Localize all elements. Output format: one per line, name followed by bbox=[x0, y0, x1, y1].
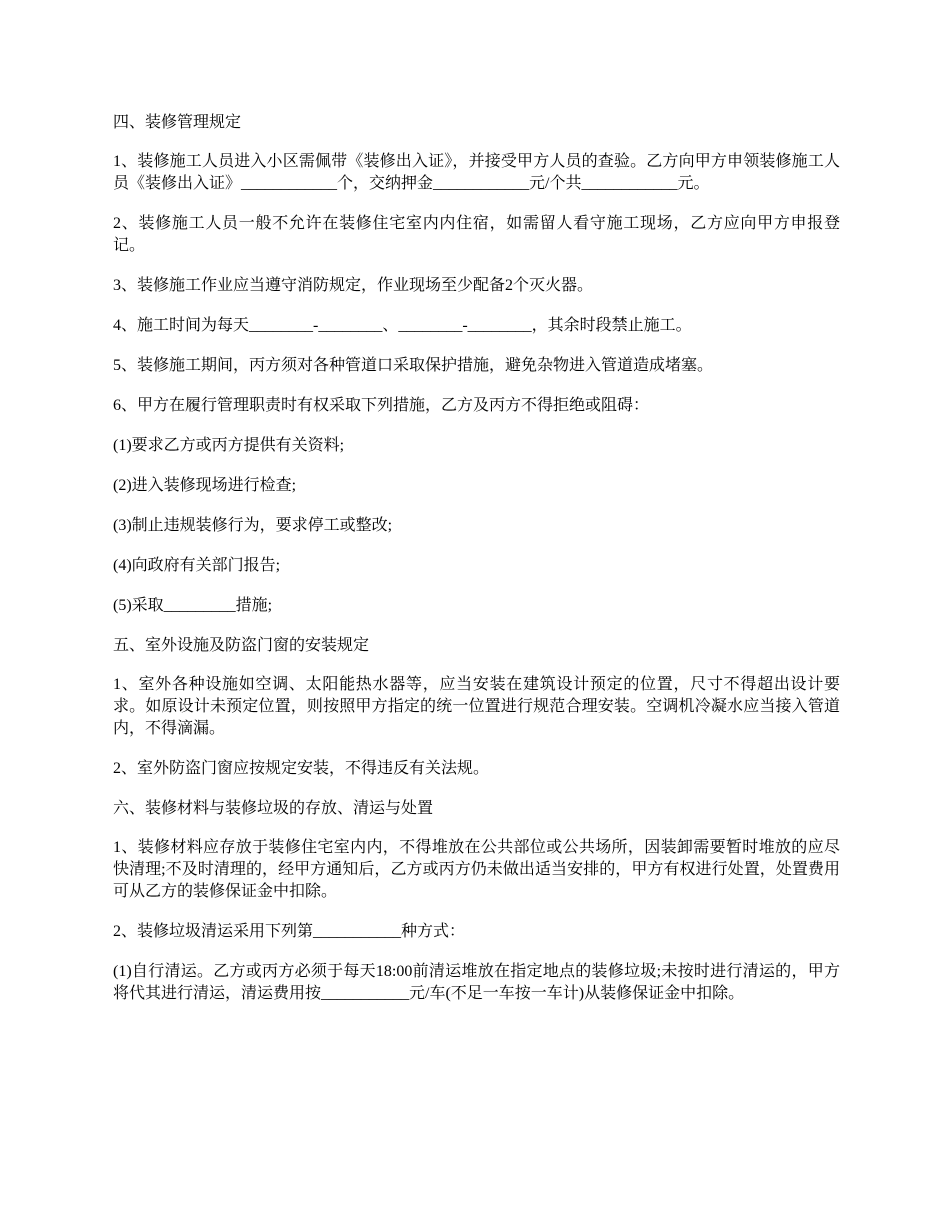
clause-4-6-item-5: (5)采取_________措施; bbox=[113, 597, 273, 614]
document-page bbox=[113, 112, 840, 1023]
section-heading-5: 五、室外设施及防盗门窗的安装规定 bbox=[113, 637, 370, 654]
clause-4-6-item-1: (1)要求乙方或丙方提供有关资料; bbox=[113, 437, 345, 454]
clause-4-4: 4、施工时间为每天________-________、________-________，其余时段禁止施工。 bbox=[113, 317, 692, 334]
clause-4-6-item-3: (3)制止违规装修行为，要求停工或整改; bbox=[113, 517, 393, 534]
clause-6-1: 1、装修材料应存放于装修住宅室内内，不得堆放在公共部位或公共场所，因装卸需要暂时堆放的应尽快清理;不及时清理的，经甲方通知后，乙方或丙方仍未做出适当安排的，甲方有权进行处置，处置费用可从乙方的装修保证金中扣除。 bbox=[113, 839, 840, 900]
clause-4-6-item-2: (2)进入装修现场进行检查; bbox=[113, 477, 297, 494]
clause-4-1: 1、装修施工人员进入小区需佩带《装修出入证》，并接受甲方人员的查验。乙方向甲方申领装修施工人员《装修出入证》____________个，交纳押金____________元/个共____________元。 bbox=[113, 153, 840, 192]
section-heading-4: 四、装修管理规定 bbox=[113, 114, 242, 131]
clause-4-2: 2、装修施工人员一般不允许在装修住宅室内内住宿，如需留人看守施工现场，乙方应向甲方申报登记。 bbox=[113, 215, 840, 254]
section-heading-6: 六、装修材料与装修垃圾的存放、清运与处置 bbox=[113, 800, 434, 817]
clause-4-3: 3、装修施工作业应当遵守消防规定，作业现场至少配备2个灭火器。 bbox=[113, 277, 594, 294]
clause-4-6: 6、甲方在履行管理职责时有权采取下列措施，乙方及丙方不得拒绝或阻碍： bbox=[113, 397, 650, 414]
clause-4-6-item-4: (4)向政府有关部门报告; bbox=[113, 557, 281, 574]
clause-5-2: 2、室外防盗门窗应按规定安装，不得违反有关法规。 bbox=[113, 760, 490, 777]
clause-6-2-item-1: (1)自行清运。乙方或丙方必须于每天18:00前清运堆放在指定地点的装修垃圾;未按时进行清运的，甲方将代其进行清运，清运费用按___________元/车(不足一车按一车计)从装修保证金中扣除。 bbox=[113, 963, 840, 1002]
clause-5-1: 1、室外各种设施如空调、太阳能热水器等，应当安装在建筑设计预定的位置，尺寸不得超出设计要求。如原设计未预定位置，则按照甲方指定的统一位置进行规范合理安装。空调机冷凝水应当接入管道内，不得滴漏。 bbox=[113, 676, 840, 737]
clause-4-5: 5、装修施工期间，丙方须对各种管道口采取保护措施，避免杂物进入管道造成堵塞。 bbox=[113, 357, 714, 374]
clause-6-2: 2、装修垃圾清运采用下列第___________种方式： bbox=[113, 923, 466, 940]
